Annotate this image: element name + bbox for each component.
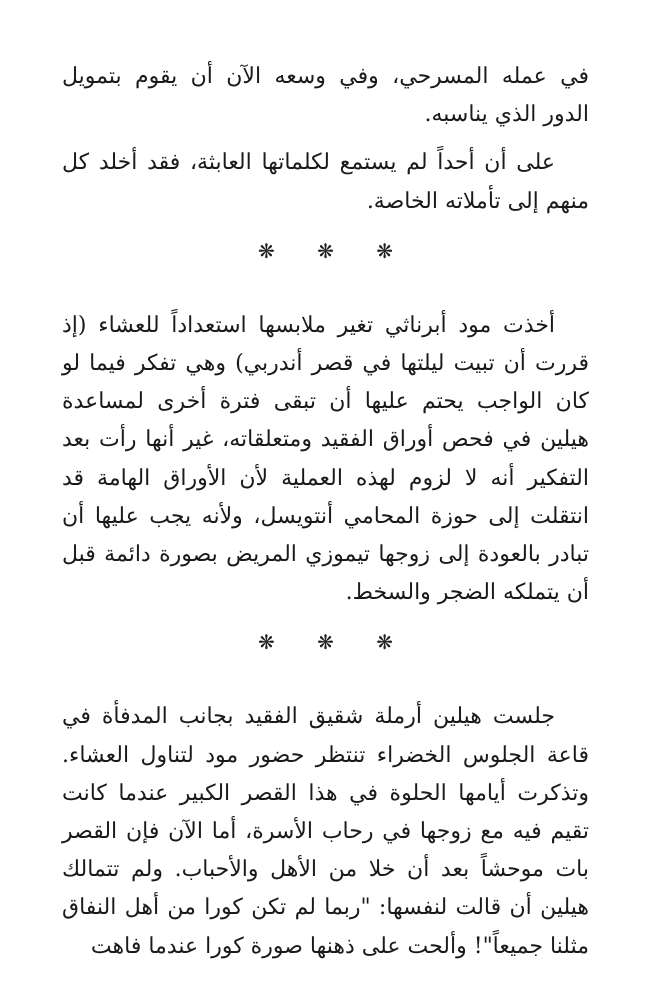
paragraph-4: جلست هيلين أرملة شقيق الفقيد بجانب المدفأة في قاعة الجلوس الخضراء تنتظر حضور مود لتناول العشاء. وتذكرت أيامها الحلوة في هذا القصر الكبير عندما كانت تقيم فيه مع زوجها في رحاب الأسرة، أما الآن فإن القصر بات موحشاً بعد أن خلا من الأهل والأحباب. ولم تتمالك هيلين أن قالت لنفسها: "ربما لم تكن كورا من أهل النفاق مثلنا جميعاً"! وألحت على ذهنها صورة كورا عندما فاهت xyxy=(62,704,589,959)
section-divider-2: ❋ ❋ ❋ xyxy=(258,630,411,655)
section-divider-1: ❋ ❋ ❋ xyxy=(258,238,411,263)
paragraph-1: في عمله المسرحي، وفي وسعه الآن أن يقوم بتمويل الدور الذي يناسبه. xyxy=(62,64,589,128)
paragraph-3: أخذت مود أبرناثي تغير ملابسها استعداداً للعشاء (إذ قررت أن تبيت ليلتها في قصر أندربي) وهي تفكر فيما لو كان الواجب يحتم عليها أن تبقى فترة أخرى لمساعدة هيلين في فحص أوراق الفقيد ومتعلقاته، غير أنها رأت بعد التفكير أنه لا لزوم لهذه العملية لأن الأوراق الهامة قد انتقلت إلى حوزة المحامي أنتويسل، ولأنه يجب عليها أن تبادر بالعودة إلى زوجها تيموزي المريض بصورة دائمة قبل أن يتملكه الضجر والسخط. xyxy=(62,312,589,606)
paragraph-2: على أن أحداً لم يستمع لكلماتها العابثة، فقد أخلد كل منهم إلى تأملاته الخاصة. xyxy=(62,150,589,214)
